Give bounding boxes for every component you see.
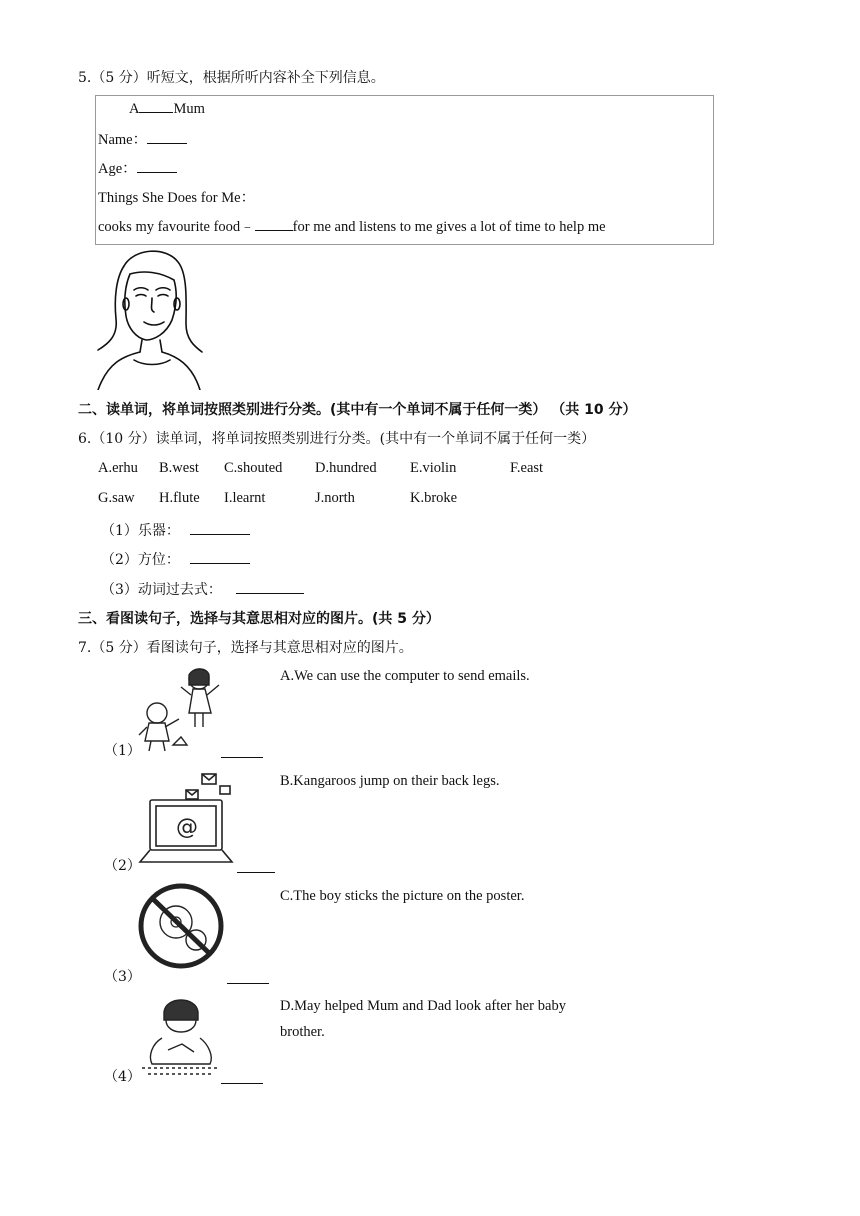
name-label: Name： <box>98 132 148 148</box>
category-instruments <box>101 520 250 540</box>
word-c: C.shouted <box>224 460 283 476</box>
things-blank[interactable] <box>255 218 293 231</box>
item-4-label: （4） <box>104 1069 141 1085</box>
item-1-answer-blank[interactable] <box>221 743 263 762</box>
age-blank[interactable] <box>137 160 177 173</box>
things-line-end: for me and listens to me gives a lot of time to help me <box>292 219 606 235</box>
word-f: F.east <box>510 460 544 476</box>
item-3-label: （3） <box>104 969 141 985</box>
word-g: G.saw <box>98 490 135 506</box>
item-2-answer-blank[interactable] <box>237 858 275 877</box>
item-3-answer-blank[interactable] <box>227 969 269 988</box>
age-label: Age： <box>98 161 137 177</box>
sentence-d: D.May helped Mum and Dad look after her baby brother. <box>280 998 566 1040</box>
category-directions-blank[interactable] <box>190 551 250 564</box>
question-5-title: 5.（5 分）听短文，根据所听内容补全下列信息。 <box>78 70 385 86</box>
section-2-heading: 二、读单词，将单词按照类别进行分类。(其中有一个单词不属于任何一类） （共 10 分） <box>78 402 637 418</box>
category-instruments-blank[interactable] <box>190 522 250 535</box>
things-row <box>98 215 606 236</box>
item-4-answer-blank[interactable] <box>221 1069 263 1088</box>
name-blank[interactable] <box>147 131 187 144</box>
word-b: B.west <box>159 460 199 476</box>
children-picture <box>135 665 235 753</box>
things-line-start: cooks my favourite food﹣ <box>98 219 255 235</box>
sentence-b: B.Kangaroos jump on their back legs. <box>280 773 500 789</box>
word-a: A.erhu <box>98 460 138 476</box>
card-title-a: A <box>129 101 140 117</box>
category-directions-label: （2）方位： <box>101 552 180 568</box>
card-title-blank[interactable] <box>139 100 173 113</box>
laptop-email-picture <box>136 770 240 866</box>
item-2-label: （2） <box>104 858 141 874</box>
word-e: E.violin <box>410 460 457 476</box>
things-label: Things She Does for Me： <box>98 190 256 206</box>
category-instruments-label: （1）乐器： <box>101 523 180 539</box>
question-7-title: 7.（5 分）看图读句子，选择与其意思相对应的图片。 <box>78 640 413 656</box>
card-title-mum: Mum <box>173 101 205 117</box>
mum-info-card <box>95 95 714 245</box>
no-sign-picture <box>136 882 226 970</box>
question-6-title: 6.（10 分）读单词，将单词按照类别进行分类。(其中有一个单词不属于任何一类） <box>78 431 596 447</box>
category-past-tense-blank[interactable] <box>236 581 304 594</box>
age-row <box>98 157 177 178</box>
sentence-a: A.We can use the computer to send emails. <box>280 668 530 684</box>
word-h: H.flute <box>159 490 200 506</box>
word-j: J.north <box>315 490 355 506</box>
category-past-tense-label: （3）动词过去式： <box>101 582 222 598</box>
category-directions <box>101 549 250 569</box>
word-d: D.hundred <box>315 460 377 476</box>
mum-portrait-image <box>94 244 204 390</box>
word-i: I.learnt <box>224 490 266 506</box>
category-past-tense <box>101 579 304 599</box>
svg-text:@: @ <box>176 815 198 840</box>
word-k: K.broke <box>410 490 458 506</box>
item-1-label: （1） <box>104 743 141 759</box>
section-3-heading: 三、看图读句子，选择与其意思相对应的图片。(共 5 分） <box>78 611 440 627</box>
sentence-c: C.The boy sticks the picture on the poster. <box>280 888 525 904</box>
card-title <box>129 100 205 118</box>
name-row <box>98 128 187 149</box>
boy-writing-picture <box>138 994 224 1076</box>
